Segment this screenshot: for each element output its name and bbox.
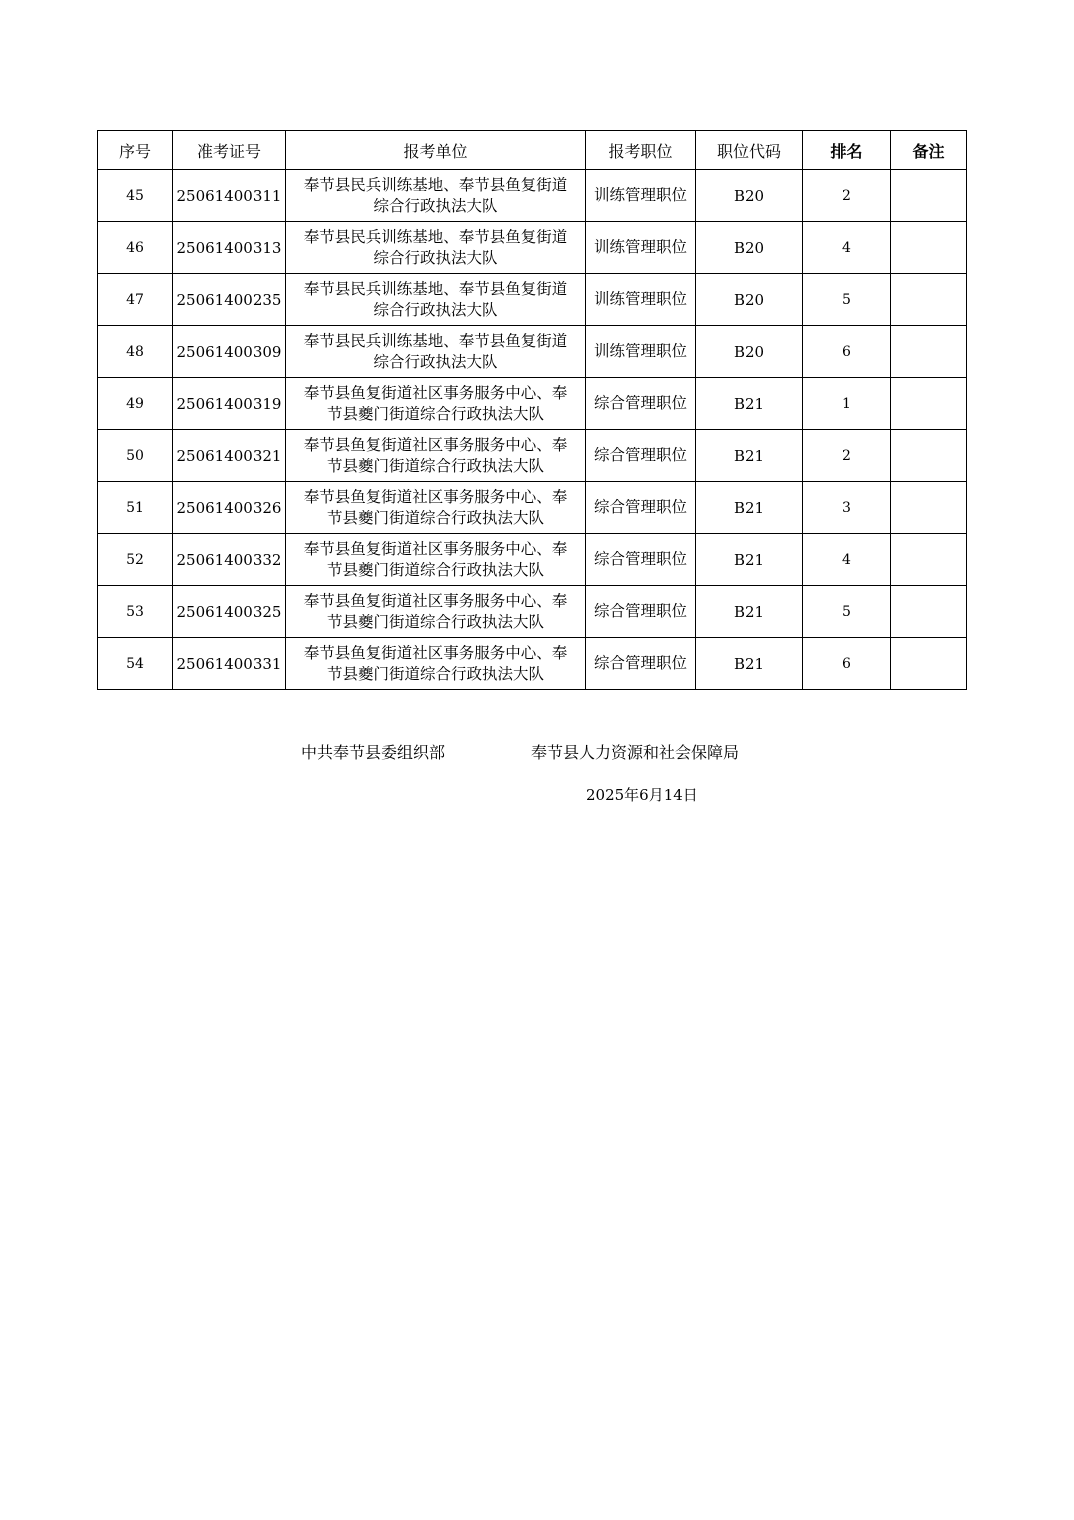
cell-seq: 46 xyxy=(98,222,173,274)
cell-position-code: B20 xyxy=(696,222,803,274)
table-row xyxy=(98,378,967,430)
cell-exam-number: 25061400321 xyxy=(173,430,286,482)
cell-unit xyxy=(286,274,586,326)
table-body xyxy=(98,170,967,690)
cell-rank: 3 xyxy=(803,482,891,534)
table-row xyxy=(98,638,967,690)
header-note: 备注 xyxy=(891,131,967,170)
table-row xyxy=(98,170,967,222)
cell-unit-line-1: 奉节县鱼复街道社区事务服务中心、奉 xyxy=(303,591,568,610)
cell-position-code: B20 xyxy=(696,326,803,378)
footer-org-bureau: 奉节县人力资源和社会保障局 xyxy=(531,743,740,762)
cell-position-code: B21 xyxy=(696,638,803,690)
cell-position-code: B20 xyxy=(696,274,803,326)
table-row xyxy=(98,326,967,378)
footer-date: 2025年6月14日 xyxy=(586,786,698,804)
cell-position: 训练管理职位 xyxy=(586,274,696,326)
cell-seq: 54 xyxy=(98,638,173,690)
cell-unit xyxy=(286,482,586,534)
results-table xyxy=(97,130,967,690)
cell-exam-number: 25061400326 xyxy=(173,482,286,534)
cell-note xyxy=(891,170,967,222)
cell-unit-line-1: 奉节县鱼复街道社区事务服务中心、奉 xyxy=(303,643,568,662)
cell-exam-number: 25061400311 xyxy=(173,170,286,222)
header-rank: 排名 xyxy=(803,131,891,170)
cell-position: 训练管理职位 xyxy=(586,222,696,274)
cell-exam-number: 25061400331 xyxy=(173,638,286,690)
table-row xyxy=(98,586,967,638)
cell-seq: 53 xyxy=(98,586,173,638)
footer-org-department: 中共奉节县委组织部 xyxy=(301,743,446,762)
cell-position: 综合管理职位 xyxy=(586,638,696,690)
cell-position: 训练管理职位 xyxy=(586,326,696,378)
cell-unit-line-1: 奉节县鱼复街道社区事务服务中心、奉 xyxy=(303,487,568,506)
cell-exam-number: 25061400319 xyxy=(173,378,286,430)
cell-position-code: B20 xyxy=(696,170,803,222)
cell-unit-line-2: 综合行政执法大队 xyxy=(373,196,498,215)
cell-unit-line-2: 综合行政执法大队 xyxy=(373,300,498,319)
cell-unit xyxy=(286,534,586,586)
cell-rank: 1 xyxy=(803,378,891,430)
cell-unit-line-2: 综合行政执法大队 xyxy=(373,352,498,371)
cell-position: 综合管理职位 xyxy=(586,378,696,430)
cell-unit-line-1: 奉节县鱼复街道社区事务服务中心、奉 xyxy=(303,383,568,402)
cell-seq: 50 xyxy=(98,430,173,482)
header-unit: 报考单位 xyxy=(286,131,586,170)
cell-unit xyxy=(286,430,586,482)
cell-unit-line-1: 奉节县鱼复街道社区事务服务中心、奉 xyxy=(303,435,568,454)
cell-unit xyxy=(286,638,586,690)
cell-rank: 2 xyxy=(803,430,891,482)
cell-rank: 5 xyxy=(803,274,891,326)
cell-unit-line-2: 节县夔门街道综合行政执法大队 xyxy=(326,664,544,683)
cell-unit-line-2: 节县夔门街道综合行政执法大队 xyxy=(326,404,544,423)
cell-unit-line-1: 奉节县民兵训练基地、奉节县鱼复街道 xyxy=(303,279,568,298)
cell-unit xyxy=(286,222,586,274)
header-position-code: 职位代码 xyxy=(696,131,803,170)
cell-unit-line-2: 节县夔门街道综合行政执法大队 xyxy=(326,612,544,631)
cell-note xyxy=(891,326,967,378)
cell-position: 综合管理职位 xyxy=(586,586,696,638)
cell-note xyxy=(891,586,967,638)
cell-position-code: B21 xyxy=(696,534,803,586)
table-row xyxy=(98,482,967,534)
header-exam-number: 准考证号 xyxy=(173,131,286,170)
cell-position-code: B21 xyxy=(696,378,803,430)
cell-unit xyxy=(286,170,586,222)
cell-unit-line-2: 综合行政执法大队 xyxy=(373,248,498,267)
cell-seq: 52 xyxy=(98,534,173,586)
cell-exam-number: 25061400332 xyxy=(173,534,286,586)
header-position: 报考职位 xyxy=(586,131,696,170)
cell-unit-line-2: 节县夔门街道综合行政执法大队 xyxy=(326,456,544,475)
table-row xyxy=(98,430,967,482)
cell-unit-line-1: 奉节县民兵训练基地、奉节县鱼复街道 xyxy=(303,331,568,350)
cell-note xyxy=(891,274,967,326)
cell-unit xyxy=(286,326,586,378)
cell-note xyxy=(891,378,967,430)
cell-unit-line-2: 节县夔门街道综合行政执法大队 xyxy=(326,560,544,579)
cell-exam-number: 25061400313 xyxy=(173,222,286,274)
cell-rank: 6 xyxy=(803,326,891,378)
cell-position: 训练管理职位 xyxy=(586,170,696,222)
table-header-row xyxy=(98,131,967,170)
cell-unit xyxy=(286,586,586,638)
cell-position-code: B21 xyxy=(696,482,803,534)
cell-unit-line-1: 奉节县鱼复街道社区事务服务中心、奉 xyxy=(303,539,568,558)
header-seq: 序号 xyxy=(98,131,173,170)
cell-unit-line-1: 奉节县民兵训练基地、奉节县鱼复街道 xyxy=(303,175,568,194)
cell-seq: 47 xyxy=(98,274,173,326)
cell-unit xyxy=(286,378,586,430)
cell-position: 综合管理职位 xyxy=(586,482,696,534)
cell-exam-number: 25061400309 xyxy=(173,326,286,378)
table-row xyxy=(98,534,967,586)
cell-rank: 4 xyxy=(803,222,891,274)
cell-position: 综合管理职位 xyxy=(586,534,696,586)
cell-rank: 5 xyxy=(803,586,891,638)
cell-position-code: B21 xyxy=(696,586,803,638)
cell-position: 综合管理职位 xyxy=(586,430,696,482)
cell-seq: 49 xyxy=(98,378,173,430)
cell-seq: 45 xyxy=(98,170,173,222)
cell-seq: 51 xyxy=(98,482,173,534)
cell-unit-line-1: 奉节县民兵训练基地、奉节县鱼复街道 xyxy=(303,227,568,246)
cell-rank: 4 xyxy=(803,534,891,586)
table-row xyxy=(98,222,967,274)
cell-rank: 6 xyxy=(803,638,891,690)
cell-note xyxy=(891,222,967,274)
cell-rank: 2 xyxy=(803,170,891,222)
table-row xyxy=(98,274,967,326)
cell-note xyxy=(891,430,967,482)
cell-note xyxy=(891,534,967,586)
cell-position-code: B21 xyxy=(696,430,803,482)
cell-note xyxy=(891,482,967,534)
cell-note xyxy=(891,638,967,690)
cell-exam-number: 25061400235 xyxy=(173,274,286,326)
cell-exam-number: 25061400325 xyxy=(173,586,286,638)
cell-unit-line-2: 节县夔门街道综合行政执法大队 xyxy=(326,508,544,527)
cell-seq: 48 xyxy=(98,326,173,378)
